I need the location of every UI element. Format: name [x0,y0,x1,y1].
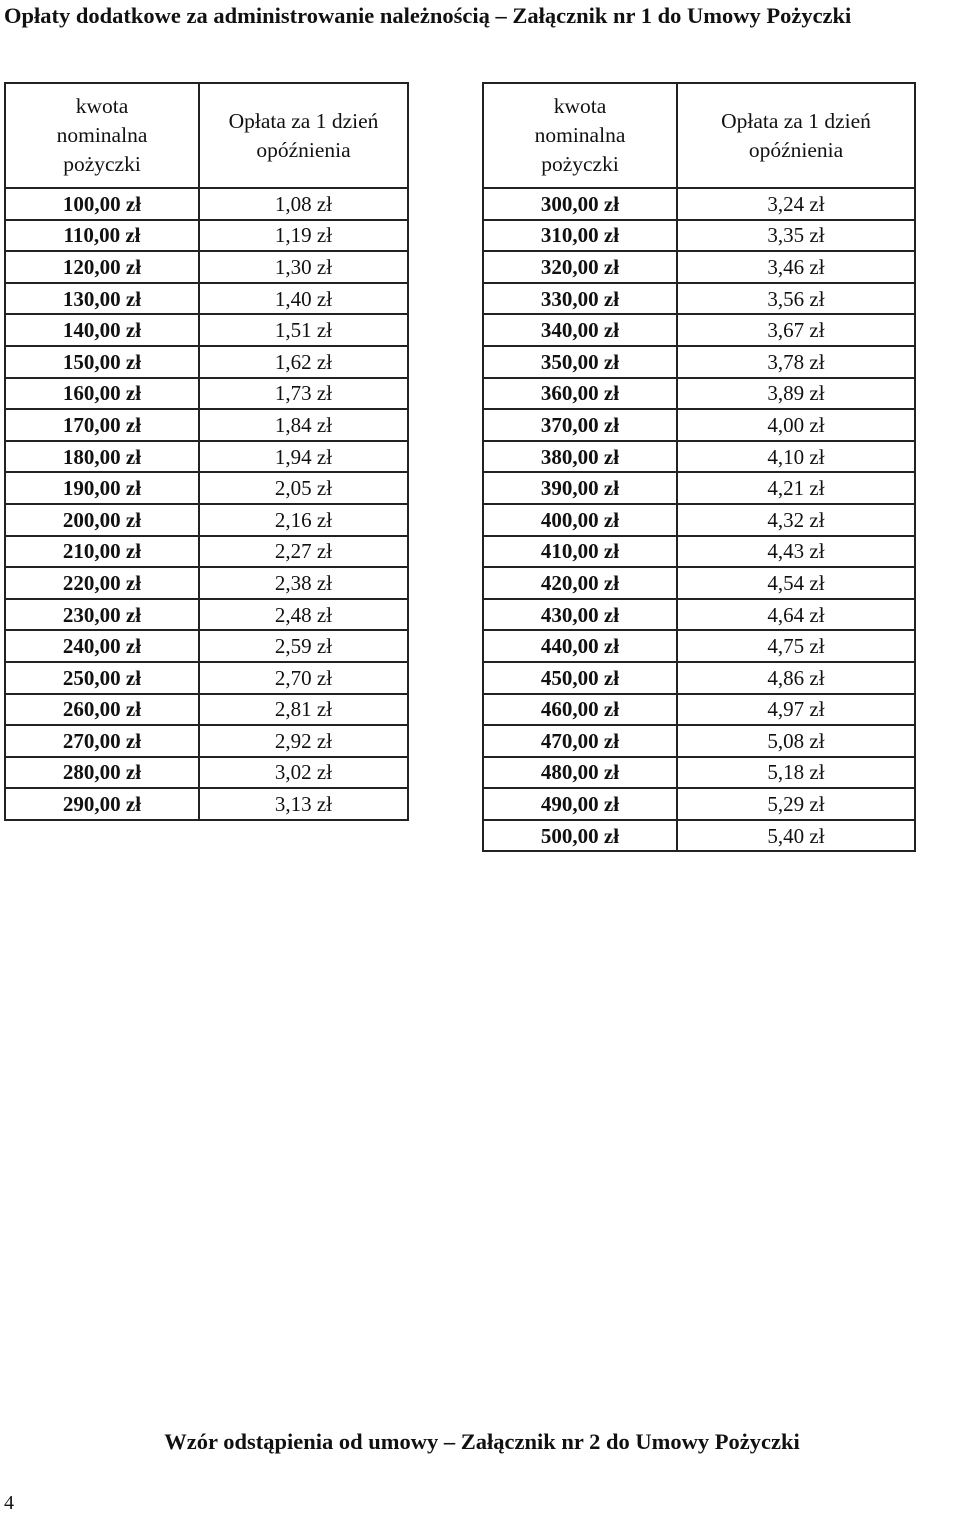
loan-amount-cell: 150,00 zł [5,346,199,378]
table-row [483,662,915,694]
header-line: opóźnienia [256,137,351,162]
table-row [483,472,915,504]
loan-amount-cell: 420,00 zł [483,567,677,599]
section-heading: Wzór odstąpienia od umowy – Załącznik nr 2 do Umowy Pożyczki [164,1429,800,1454]
table-row [483,788,915,820]
daily-fee-cell: 5,29 zł [677,788,915,820]
table-header-row [483,83,915,188]
fee-table-left [4,82,409,821]
loan-amount-cell: 170,00 zł [5,409,199,441]
loan-amount-cell: 230,00 zł [5,599,199,631]
table-row [5,346,408,378]
loan-amount-cell: 380,00 zł [483,441,677,473]
loan-amount-cell: 440,00 zł [483,630,677,662]
loan-amount-cell: 280,00 zł [5,757,199,789]
daily-fee-cell: 3,35 zł [677,220,915,252]
loan-amount-cell: 400,00 zł [483,504,677,536]
table-header-row [5,83,408,188]
daily-fee-cell: 1,40 zł [199,283,408,315]
daily-fee-cell: 4,21 zł [677,472,915,504]
daily-fee-cell: 1,62 zł [199,346,408,378]
header-line: pożyczki [541,152,619,176]
table-row [5,725,408,757]
loan-amount-cell: 410,00 zł [483,536,677,568]
loan-amount-cell: 480,00 zł [483,757,677,789]
loan-amount-cell: 160,00 zł [5,378,199,410]
daily-fee-cell: 4,54 zł [677,567,915,599]
daily-fee-cell: 4,00 zł [677,409,915,441]
table-row [483,504,915,536]
loan-amount-cell: 250,00 zł [5,662,199,694]
table-row [483,378,915,410]
loan-amount-cell: 460,00 zł [483,694,677,726]
table-row [483,314,915,346]
loan-amount-cell: 210,00 zł [5,536,199,568]
loan-amount-cell: 430,00 zł [483,599,677,631]
daily-fee-cell: 1,84 zł [199,409,408,441]
loan-amount-cell: 140,00 zł [5,314,199,346]
table-row [483,820,915,852]
daily-fee-cell: 3,02 zł [199,757,408,789]
loan-amount-cell: 370,00 zł [483,409,677,441]
page-number: 4 [4,1492,14,1514]
table-row [5,504,408,536]
daily-fee-cell: 4,10 zł [677,441,915,473]
daily-fee-cell: 2,27 zł [199,536,408,568]
table-row [483,757,915,789]
daily-fee-cell: 2,38 zł [199,567,408,599]
fee-column-header [677,83,915,188]
loan-amount-cell: 260,00 zł [5,694,199,726]
loan-amount-cell: 310,00 zł [483,220,677,252]
loan-amount-cell: 190,00 zł [5,472,199,504]
table-row [483,630,915,662]
loan-amount-cell: 240,00 zł [5,630,199,662]
table-row [5,251,408,283]
table-row [5,378,408,410]
table-row [5,409,408,441]
loan-amount-cell: 130,00 zł [5,283,199,315]
loan-amount-cell: 330,00 zł [483,283,677,315]
daily-fee-cell: 5,18 zł [677,757,915,789]
daily-fee-cell: 1,51 zł [199,314,408,346]
table-row [5,567,408,599]
loan-amount-cell: 340,00 zł [483,314,677,346]
loan-amount-cell: 220,00 zł [5,567,199,599]
header-line: opóźnienia [748,137,844,162]
daily-fee-cell: 2,05 zł [199,472,408,504]
table-row [483,725,915,757]
page-title: Opłaty dodatkowe za administrowanie należnością – Załącznik nr 1 do Umowy Pożyczki [4,3,852,28]
table-row [5,599,408,631]
loan-amount-cell: 360,00 zł [483,378,677,410]
daily-fee-cell: 3,67 zł [677,314,915,346]
daily-fee-cell: 2,70 zł [199,662,408,694]
header-line: Opłata za 1 dzień [228,108,379,133]
table-row [5,472,408,504]
header-line: pożyczki [63,152,141,176]
loan-amount-cell: 350,00 zł [483,346,677,378]
daily-fee-cell: 4,86 zł [677,662,915,694]
daily-fee-cell: 1,08 zł [199,188,408,220]
daily-fee-cell: 3,13 zł [199,788,408,820]
loan-amount-cell: 110,00 zł [5,220,199,252]
header-line: kwota [553,94,607,118]
table-row [5,283,408,315]
amount-column-header [5,83,199,188]
table-row [5,757,408,789]
table-row [483,188,915,220]
daily-fee-cell: 1,94 zł [199,441,408,473]
table-row [5,220,408,252]
fee-column-header [199,83,408,188]
table-row [483,694,915,726]
daily-fee-cell: 2,81 zł [199,694,408,726]
loan-amount-cell: 450,00 zł [483,662,677,694]
daily-fee-cell: 2,92 zł [199,725,408,757]
daily-fee-cell: 1,73 zł [199,378,408,410]
table-row [5,188,408,220]
table-row [483,441,915,473]
daily-fee-cell: 3,24 zł [677,188,915,220]
table-row [483,567,915,599]
daily-fee-cell: 3,78 zł [677,346,915,378]
table-row [483,220,915,252]
loan-amount-cell: 200,00 zł [5,504,199,536]
loan-amount-cell: 500,00 zł [483,820,677,852]
header-line: Opłata za 1 dzień [721,108,871,133]
table-row [5,314,408,346]
daily-fee-cell: 4,43 zł [677,536,915,568]
daily-fee-cell: 4,32 zł [677,504,915,536]
loan-amount-cell: 300,00 zł [483,188,677,220]
daily-fee-cell: 2,16 zł [199,504,408,536]
daily-fee-cell: 3,46 zł [677,251,915,283]
header-line: nominalna [534,123,626,147]
daily-fee-cell: 4,97 zł [677,694,915,726]
daily-fee-cell: 1,19 zł [199,220,408,252]
table-row [483,536,915,568]
loan-amount-cell: 100,00 zł [5,188,199,220]
daily-fee-cell: 4,64 zł [677,599,915,631]
loan-amount-cell: 120,00 zł [5,251,199,283]
table-row [5,441,408,473]
table-row [5,788,408,820]
table-row [483,409,915,441]
fee-table-right [482,82,916,852]
table-row [5,536,408,568]
table-row [483,346,915,378]
loan-amount-cell: 320,00 zł [483,251,677,283]
table-row [5,630,408,662]
header-line: nominalna [56,123,148,147]
loan-amount-cell: 180,00 zł [5,441,199,473]
table-row [5,694,408,726]
loan-amount-cell: 270,00 zł [5,725,199,757]
table-row [5,662,408,694]
amount-column-header [483,83,677,188]
loan-amount-cell: 290,00 zł [5,788,199,820]
table-row [483,599,915,631]
daily-fee-cell: 5,40 zł [677,820,915,852]
table-row [483,283,915,315]
daily-fee-cell: 3,56 zł [677,283,915,315]
daily-fee-cell: 2,59 zł [199,630,408,662]
daily-fee-cell: 1,30 zł [199,251,408,283]
table-row [483,251,915,283]
daily-fee-cell: 5,08 zł [677,725,915,757]
loan-amount-cell: 490,00 zł [483,788,677,820]
daily-fee-cell: 3,89 zł [677,378,915,410]
daily-fee-cell: 2,48 zł [199,599,408,631]
daily-fee-cell: 4,75 zł [677,630,915,662]
header-line: kwota [75,94,129,118]
loan-amount-cell: 470,00 zł [483,725,677,757]
left-table-body [5,188,408,820]
loan-amount-cell: 390,00 zł [483,472,677,504]
right-table-body [483,188,915,851]
